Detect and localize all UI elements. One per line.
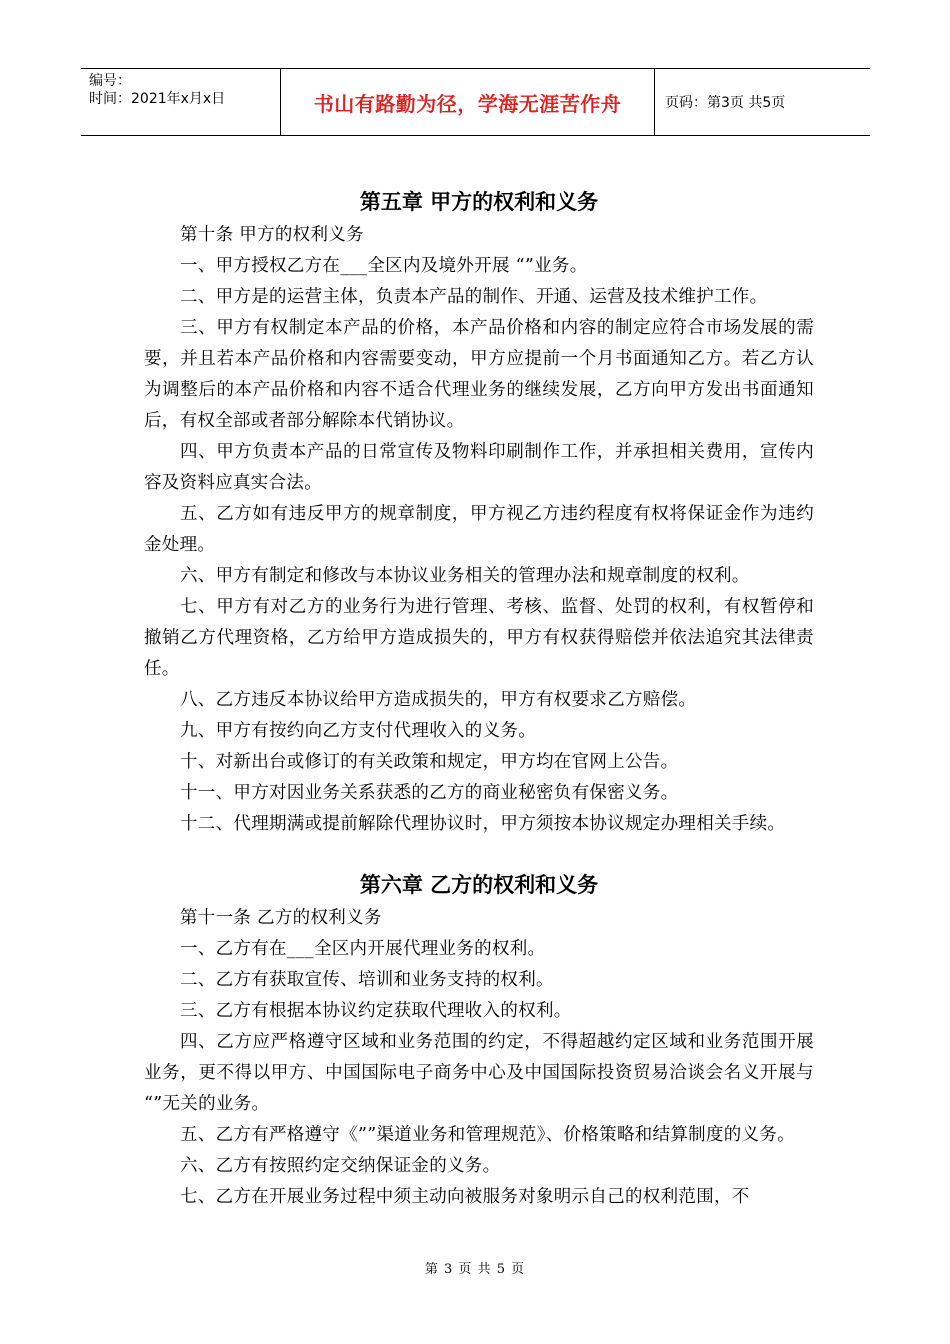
paragraph: 一、甲方授权乙方在___全区内及境外开展 “”业务。 (180, 256, 588, 276)
paragraph: 十一、甲方对因业务关系获悉的乙方的商业秘密负有保密义务。 (180, 783, 679, 803)
section-chapter-5 (144, 184, 814, 840)
paragraph: 四、乙方应严格遵守区域和业务范围的约定，不得超越约定区域和业务范围开展业务，更不得以甲方、中国国际电子商务中心及中国国际投资贸易洽谈会名义开展与 “”无关的业务。 (144, 1032, 814, 1114)
header-page-label: 页码：第3页 共5页 (665, 95, 786, 111)
document-number-label: 编号： (89, 73, 131, 89)
paragraph: 二、甲方是的运营主体，负责本产品的制作、开通、运营及技术维护工作。 (180, 287, 768, 307)
paragraph: 十、对新出台或修订的有关政策和规定，甲方均在官网上公告。 (180, 752, 679, 772)
paragraph: 四、甲方负责本产品的日常宣传及物料印刷制作工作，并承担相关费用，宣传内容及资料应真实合法。 (144, 442, 814, 493)
page-footer: 第 3 页 共 5 页 (424, 1262, 526, 1277)
header-motto: 书山有路勤为径，学海无涯苦作舟 (281, 69, 655, 135)
document-date-label: 时间：2021年x月x日 (89, 91, 226, 107)
chapter-title: 第六章 乙方的权利和义务 (359, 873, 599, 897)
paragraph: 八、乙方违反本协议给甲方造成损失的，甲方有权要求乙方赔偿。 (180, 690, 697, 710)
paragraph: 五、乙方如有违反甲方的规章制度，甲方视乙方违约程度有权将保证金作为违约金处理。 (144, 504, 814, 555)
paragraph: 七、甲方有对乙方的业务行为进行管理、考核、监督、处罚的权利，有权暂停和撤销乙方代理资格，乙方给甲方造成损失的，甲方有权获得赔偿并依法追究其法律责任。 (144, 597, 814, 679)
document-body (144, 184, 814, 1213)
paragraph: 六、甲方有制定和修改与本协议业务相关的管理办法和规章制度的权利。 (180, 566, 750, 586)
paragraph: 第十一条 乙方的权利义务 (180, 908, 382, 928)
paragraph: 五、乙方有严格遵守《””渠道业务和管理规范》、价格策略和结算制度的义务。 (180, 1125, 795, 1145)
document-header (81, 68, 870, 136)
section-chapter-6 (144, 867, 814, 1213)
paragraph: 七、乙方在开展业务过程中须主动向被服务对象明示自己的权利范围，不 (180, 1187, 750, 1207)
paragraph: 九、甲方有按约向乙方支付代理收入的义务。 (180, 721, 536, 741)
header-meta-cell (81, 69, 281, 135)
paragraph: 一、乙方有在___全区内开展代理业务的权利。 (180, 939, 546, 959)
paragraph: 三、甲方有权制定本产品的价格，本产品价格和内容的制定应符合市场发展的需要，并且若本产品价格和内容需要变动，甲方应提前一个月书面通知乙方。若乙方认为调整后的本产品价格和内容不适合代理业务的继续发展，乙方向甲方发出书面通知后，有权全部或者部分解除本代销协议。 (144, 318, 814, 431)
section-gap (144, 840, 814, 867)
paragraph: 第十条 甲方的权利义务 (180, 225, 364, 245)
paragraph: 二、乙方有获取宣传、培训和业务支持的权利。 (180, 970, 554, 990)
paragraph: 六、乙方有按照约定交纳保证金的义务。 (180, 1156, 501, 1176)
paragraph: 三、乙方有根据本协议约定获取代理收入的权利。 (180, 1001, 572, 1021)
chapter-title: 第五章 甲方的权利和义务 (359, 190, 599, 214)
paragraph: 十二、代理期满或提前解除代理协议时，甲方须按本协议规定办理相关手续。 (180, 814, 786, 834)
